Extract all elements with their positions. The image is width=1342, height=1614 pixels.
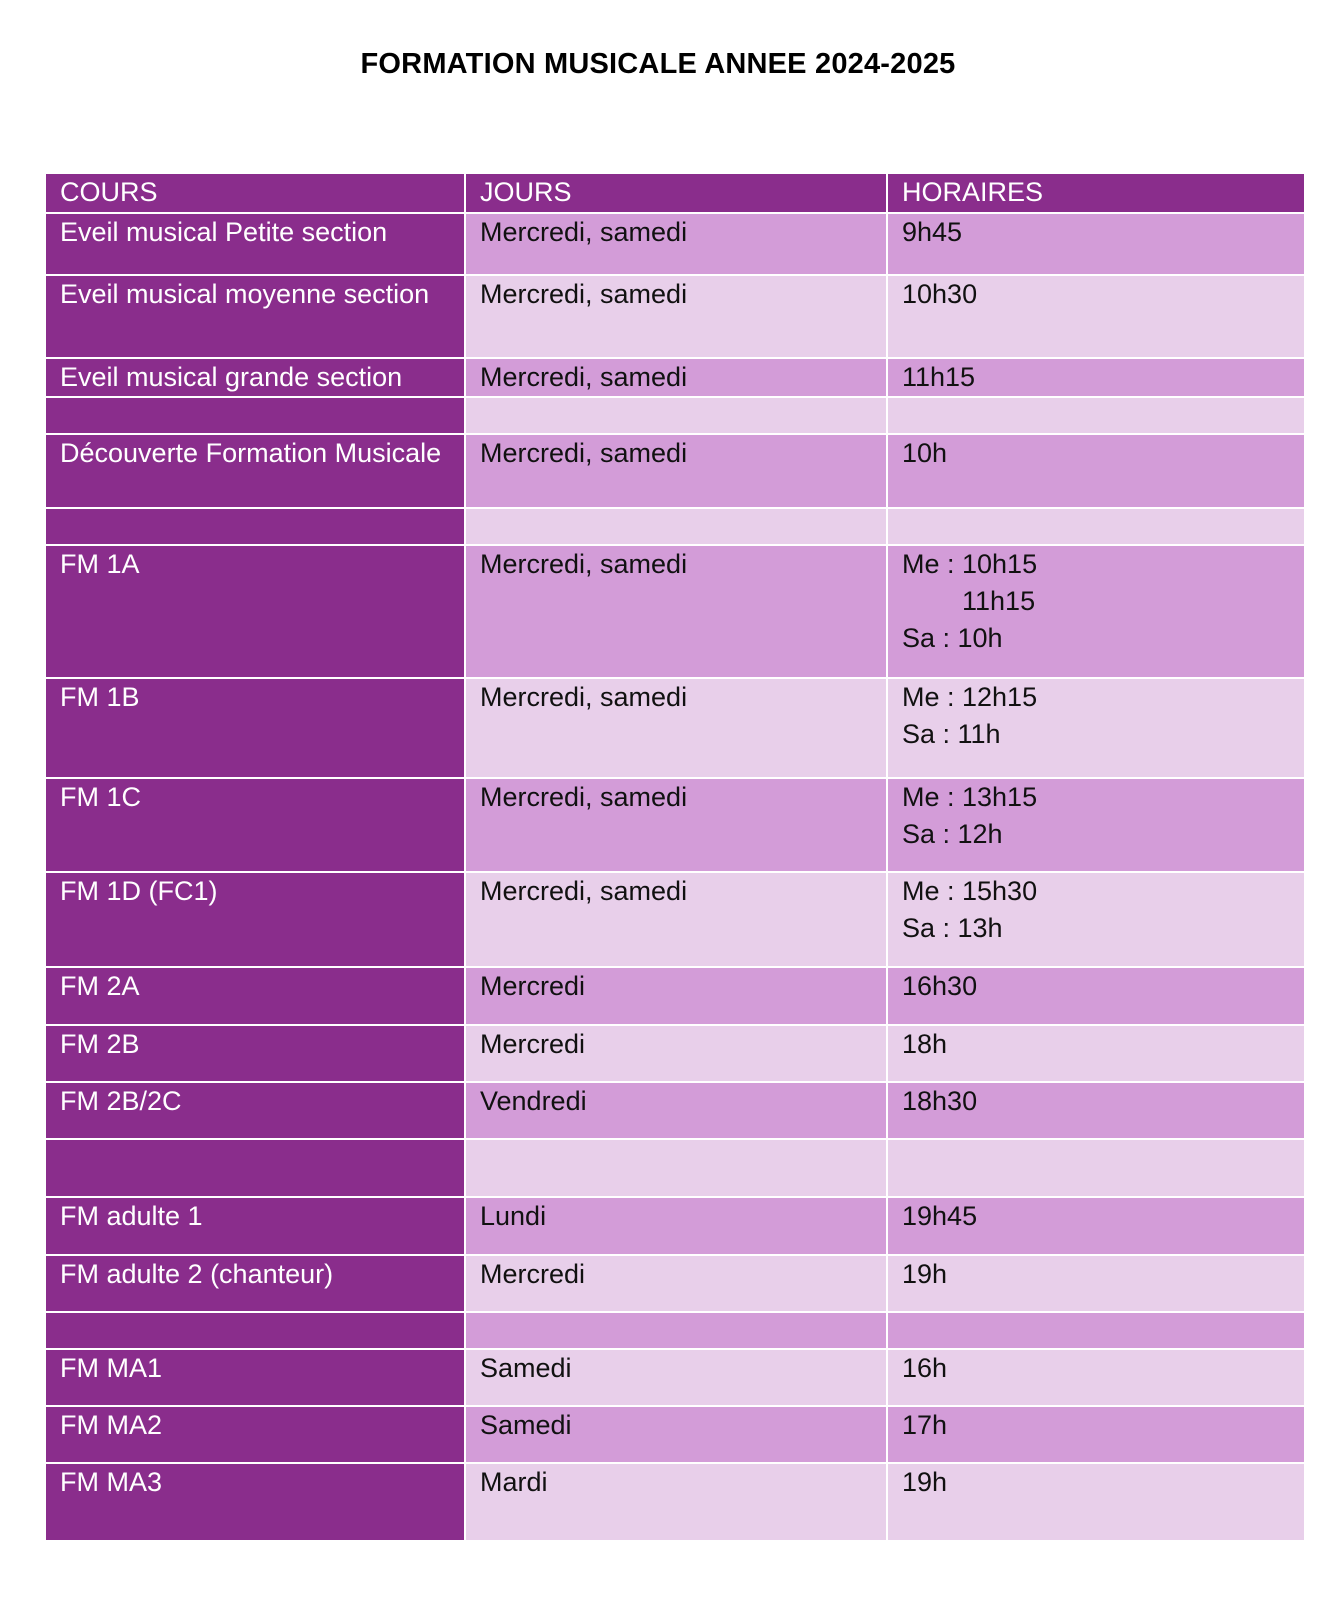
schedule-table	[44, 172, 1306, 1542]
cell-horaires	[887, 1255, 1305, 1312]
cell-horaires	[887, 545, 1305, 678]
table-row	[45, 967, 1305, 1025]
cell-jours: Vendredi	[465, 1082, 887, 1139]
cell-horaires	[887, 872, 1305, 967]
cell-jours: Mercredi	[465, 1255, 887, 1312]
horaire-line: 11h15	[902, 362, 976, 392]
cell-jours: Lundi	[465, 1197, 887, 1255]
horaire-line: Sa : 12h	[902, 819, 1003, 849]
cell-horaires	[887, 1025, 1305, 1082]
horaire-line: 11h15	[902, 586, 1036, 616]
cell-jours: Mercredi, samedi	[465, 434, 887, 508]
table-row	[45, 397, 1305, 434]
cell-jours: Mercredi, samedi	[465, 678, 887, 778]
horaire-line: 19h	[902, 1259, 948, 1289]
table-row	[45, 678, 1305, 778]
cell-horaires	[887, 213, 1305, 275]
horaire-line: 19h	[902, 1467, 948, 1497]
cell-cours: FM 2B	[45, 1025, 465, 1082]
table-row	[45, 1312, 1305, 1349]
horaire-line: 19h45	[902, 1201, 978, 1231]
cell-cours: Découverte Formation Musicale	[45, 434, 465, 508]
cell-horaires	[887, 1082, 1305, 1139]
table-row	[45, 1082, 1305, 1139]
table-row	[45, 275, 1305, 358]
cell-jours: Mercredi, samedi	[465, 872, 887, 967]
cell-cours: FM MA2	[45, 1406, 465, 1463]
horaire-line: 10h30	[902, 279, 978, 309]
cell-cours: Eveil musical moyenne section	[45, 275, 465, 358]
cell-jours: Mercredi, samedi	[465, 275, 887, 358]
cell-horaires	[887, 434, 1305, 508]
cell-cours: FM 2B/2C	[45, 1082, 465, 1139]
header-cours: COURS	[45, 173, 465, 213]
cell-jours: Samedi	[465, 1349, 887, 1406]
table-row	[45, 1463, 1305, 1541]
cell-jours: Mardi	[465, 1463, 887, 1541]
header-horaires: HORAIRES	[887, 173, 1305, 213]
table-row	[45, 213, 1305, 275]
cell-cours	[45, 1139, 465, 1197]
cell-cours: FM MA3	[45, 1463, 465, 1541]
table-row	[45, 545, 1305, 678]
cell-jours: Mercredi, samedi	[465, 545, 887, 678]
horaire-line: Me : 13h15	[902, 782, 1038, 812]
table-row	[45, 358, 1305, 397]
horaire-line: 10h	[902, 438, 948, 468]
horaire-line: 18h30	[902, 1086, 978, 1116]
horaire-line: Sa : 13h	[902, 913, 1003, 943]
page-title: FORMATION MUSICALE ANNEE 2024-2025	[360, 48, 956, 80]
cell-jours	[465, 397, 887, 434]
horaire-line: Sa : 10h	[902, 623, 1003, 653]
table-row	[45, 1406, 1305, 1463]
horaire-line: Me : 10h15	[902, 549, 1038, 579]
cell-cours: FM 1A	[45, 545, 465, 678]
cell-cours: FM 1D (FC1)	[45, 872, 465, 967]
cell-jours	[465, 508, 887, 545]
cell-cours: FM MA1	[45, 1349, 465, 1406]
cell-cours: FM 2A	[45, 967, 465, 1025]
horaire-line: 18h	[902, 1029, 948, 1059]
cell-horaires	[887, 508, 1305, 545]
cell-cours	[45, 508, 465, 545]
table-header-row	[45, 173, 1305, 213]
header-jours: JOURS	[465, 173, 887, 213]
cell-horaires	[887, 397, 1305, 434]
cell-cours: Eveil musical Petite section	[45, 213, 465, 275]
table-row	[45, 778, 1305, 872]
cell-horaires	[887, 967, 1305, 1025]
table-row	[45, 1197, 1305, 1255]
cell-horaires	[887, 1406, 1305, 1463]
cell-horaires	[887, 358, 1305, 397]
cell-horaires	[887, 1197, 1305, 1255]
cell-horaires	[887, 275, 1305, 358]
cell-cours: Eveil musical grande section	[45, 358, 465, 397]
horaire-line: Me : 12h15	[902, 682, 1038, 712]
table-row	[45, 1025, 1305, 1082]
cell-horaires	[887, 678, 1305, 778]
horaire-line: 9h45	[902, 217, 963, 247]
cell-cours: FM 1B	[45, 678, 465, 778]
cell-jours	[465, 1139, 887, 1197]
table-row	[45, 434, 1305, 508]
cell-horaires	[887, 1312, 1305, 1349]
table-row	[45, 872, 1305, 967]
cell-cours	[45, 1312, 465, 1349]
horaire-line: 16h	[902, 1353, 948, 1383]
cell-horaires	[887, 1463, 1305, 1541]
cell-cours: FM adulte 1	[45, 1197, 465, 1255]
cell-horaires	[887, 1349, 1305, 1406]
cell-cours: FM adulte 2 (chanteur)	[45, 1255, 465, 1312]
cell-horaires	[887, 1139, 1305, 1197]
table-row	[45, 1349, 1305, 1406]
horaire-line: Sa : 11h	[902, 719, 1001, 749]
cell-jours: Mercredi, samedi	[465, 358, 887, 397]
cell-jours: Mercredi, samedi	[465, 778, 887, 872]
cell-horaires	[887, 778, 1305, 872]
cell-jours: Mercredi, samedi	[465, 213, 887, 275]
cell-cours	[45, 397, 465, 434]
table-row	[45, 508, 1305, 545]
cell-jours: Mercredi	[465, 967, 887, 1025]
cell-cours: FM 1C	[45, 778, 465, 872]
horaire-line: Me : 15h30	[902, 876, 1038, 906]
schedule-body	[45, 213, 1305, 1541]
cell-jours: Samedi	[465, 1406, 887, 1463]
cell-jours: Mercredi	[465, 1025, 887, 1082]
horaire-line: 17h	[902, 1410, 948, 1440]
horaire-line: 16h30	[902, 971, 978, 1001]
cell-jours	[465, 1312, 887, 1349]
table-row	[45, 1255, 1305, 1312]
table-row	[45, 1139, 1305, 1197]
